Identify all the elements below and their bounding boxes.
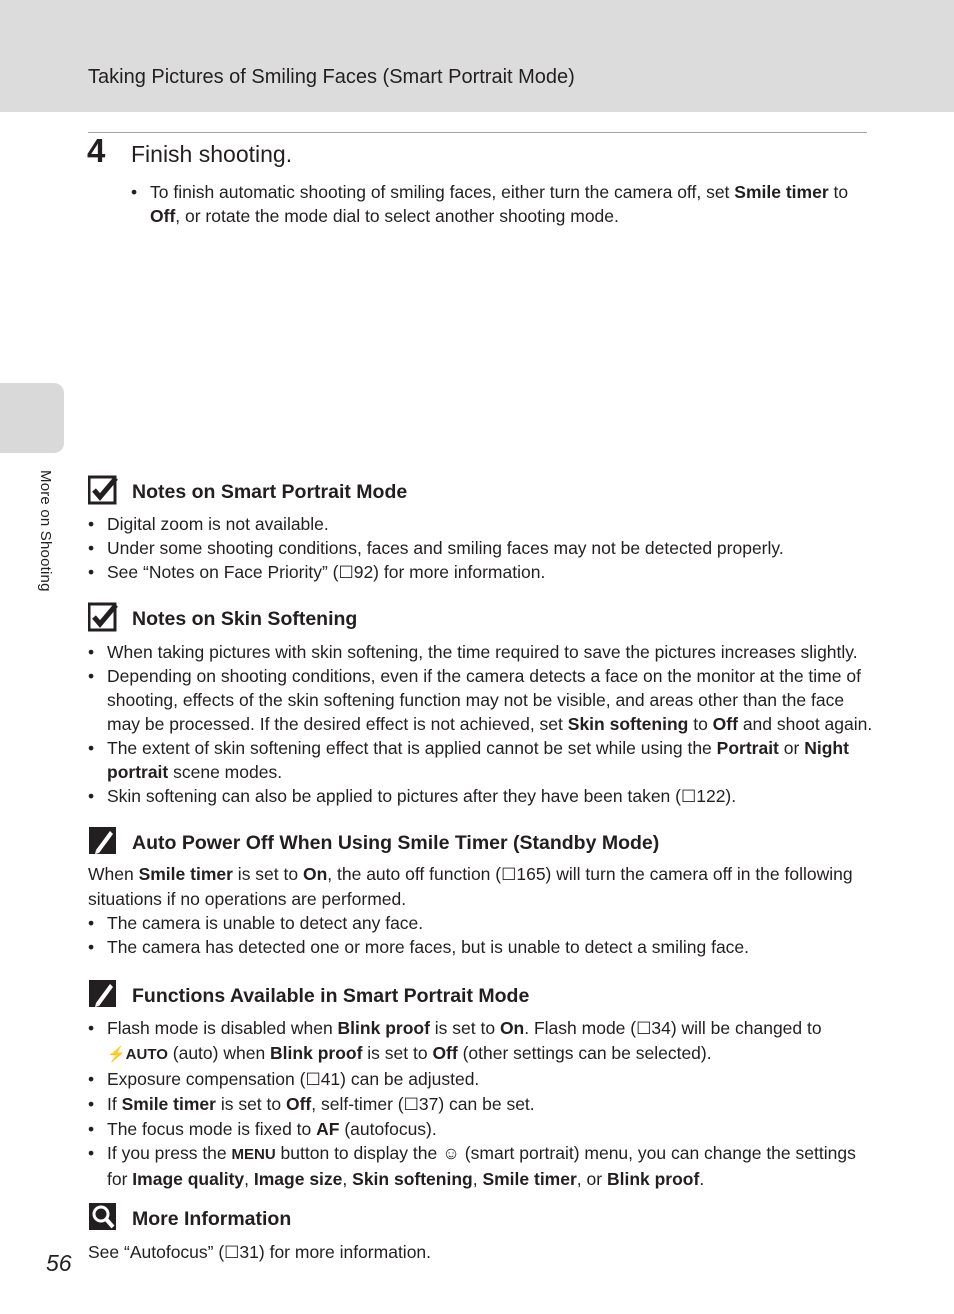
list-item: • Under some shooting conditions, faces and smiling faces may not be detected properly. <box>88 538 784 558</box>
step-divider <box>88 132 867 133</box>
section-paragraph: See “Autofocus” (☐31) for more information. <box>88 1240 878 1265</box>
list-item: • Depending on shooting conditions, even if the camera detects a face on the monitor at the time of shooting, effects of the skin softening function may not be visible, and areas other than the face may be processed. If the desired effect is not achieved, set Skin softening to Off and shoot again. <box>88 666 873 734</box>
book-reference-icon: ☐ <box>501 865 517 884</box>
more-information <box>88 1202 878 1265</box>
list-item: • The camera has detected one or more faces, but is unable to detect a smiling face. <box>88 937 750 957</box>
notes-smart-portrait <box>88 475 878 585</box>
list-item: • Flash mode is disabled when Blink proof is set to On. Flash mode (☐34) will be changed to ⚡AUTO (auto) when Blink proof is set to Off (other settings can be selected). <box>88 1018 822 1063</box>
autofocus-icon: AF <box>316 1119 340 1139</box>
page-number: 56 <box>46 1250 72 1276</box>
book-reference-icon: ☐ <box>338 563 354 582</box>
book-reference-icon: ☐ <box>680 787 697 806</box>
list-item: • When taking pictures with skin softening, the time required to save the pictures increases slightly. <box>88 642 858 662</box>
page-header-title: Taking Pictures of Smiling Faces (Smart Portrait Mode) <box>88 66 575 88</box>
smart-portrait-icon: ☺ <box>442 1143 460 1163</box>
section-title: Notes on Smart Portrait Mode <box>132 481 408 503</box>
list-item: • If you press the MENU button to display the ☺ (smart portrait) menu, you can change the settings for Image quality, Image size, Skin softening, Smile timer, or Blink proof. <box>88 1143 856 1189</box>
section-paragraph: When Smile timer is set to On, the auto off function (☐165) will turn the camera off in the following situations if no operations are performed. <box>88 864 853 909</box>
auto-power-off-note <box>88 826 878 959</box>
section-title: Notes on Skin Softening <box>132 608 358 630</box>
magnifier-icon <box>88 1202 118 1232</box>
pencil-icon <box>88 979 118 1009</box>
step-title: Finish shooting. <box>131 141 293 167</box>
list-item: • The focus mode is fixed to AF (autofocus). <box>88 1119 437 1139</box>
section-tab <box>0 383 64 453</box>
bullet-marker: • <box>131 182 138 202</box>
functions-available-note <box>88 979 878 1191</box>
list-item: • Skin softening can also be applied to pictures after they have been taken (☐122). <box>88 784 878 809</box>
list-item: • If Smile timer is set to Off, self-timer (☐37) can be set. <box>88 1092 878 1117</box>
flash-auto-icon: ⚡AUTO <box>107 1046 168 1063</box>
section-label: More on Shooting <box>37 470 54 592</box>
list-item: • Digital zoom is not available. <box>88 514 329 534</box>
check-icon <box>88 602 118 632</box>
book-reference-icon: ☐ <box>224 1243 240 1262</box>
book-reference-icon: ☐ <box>305 1070 321 1089</box>
section-title: Auto Power Off When Using Smile Timer (Standby Mode) <box>132 832 660 854</box>
header-band <box>0 0 954 112</box>
section-title: Functions Available in Smart Portrait Mode <box>132 985 530 1007</box>
menu-button-icon: MENU <box>231 1146 276 1163</box>
list-item: • The extent of skin softening effect that is applied cannot be set while using the Portrait or Night portrait scene modes. <box>88 738 849 782</box>
step-bullet: • To finish automatic shooting of smiling faces, either turn the camera off, set Smile timer to Off, or rotate the mode dial to select another shooting mode. <box>131 182 849 226</box>
section-title: More Information <box>132 1208 292 1230</box>
step-number: 4 <box>87 132 106 169</box>
list-item: • Exposure compensation (☐41) can be adjusted. <box>88 1067 878 1092</box>
list-item: • See “Notes on Face Priority” (☐92) for more information. <box>88 560 878 585</box>
book-reference-icon: ☐ <box>403 1095 419 1114</box>
notes-skin-softening <box>88 602 878 809</box>
pencil-icon <box>88 826 118 856</box>
list-item: • The camera is unable to detect any face. <box>88 913 424 933</box>
book-reference-icon: ☐ <box>636 1019 652 1038</box>
check-icon <box>88 475 118 505</box>
